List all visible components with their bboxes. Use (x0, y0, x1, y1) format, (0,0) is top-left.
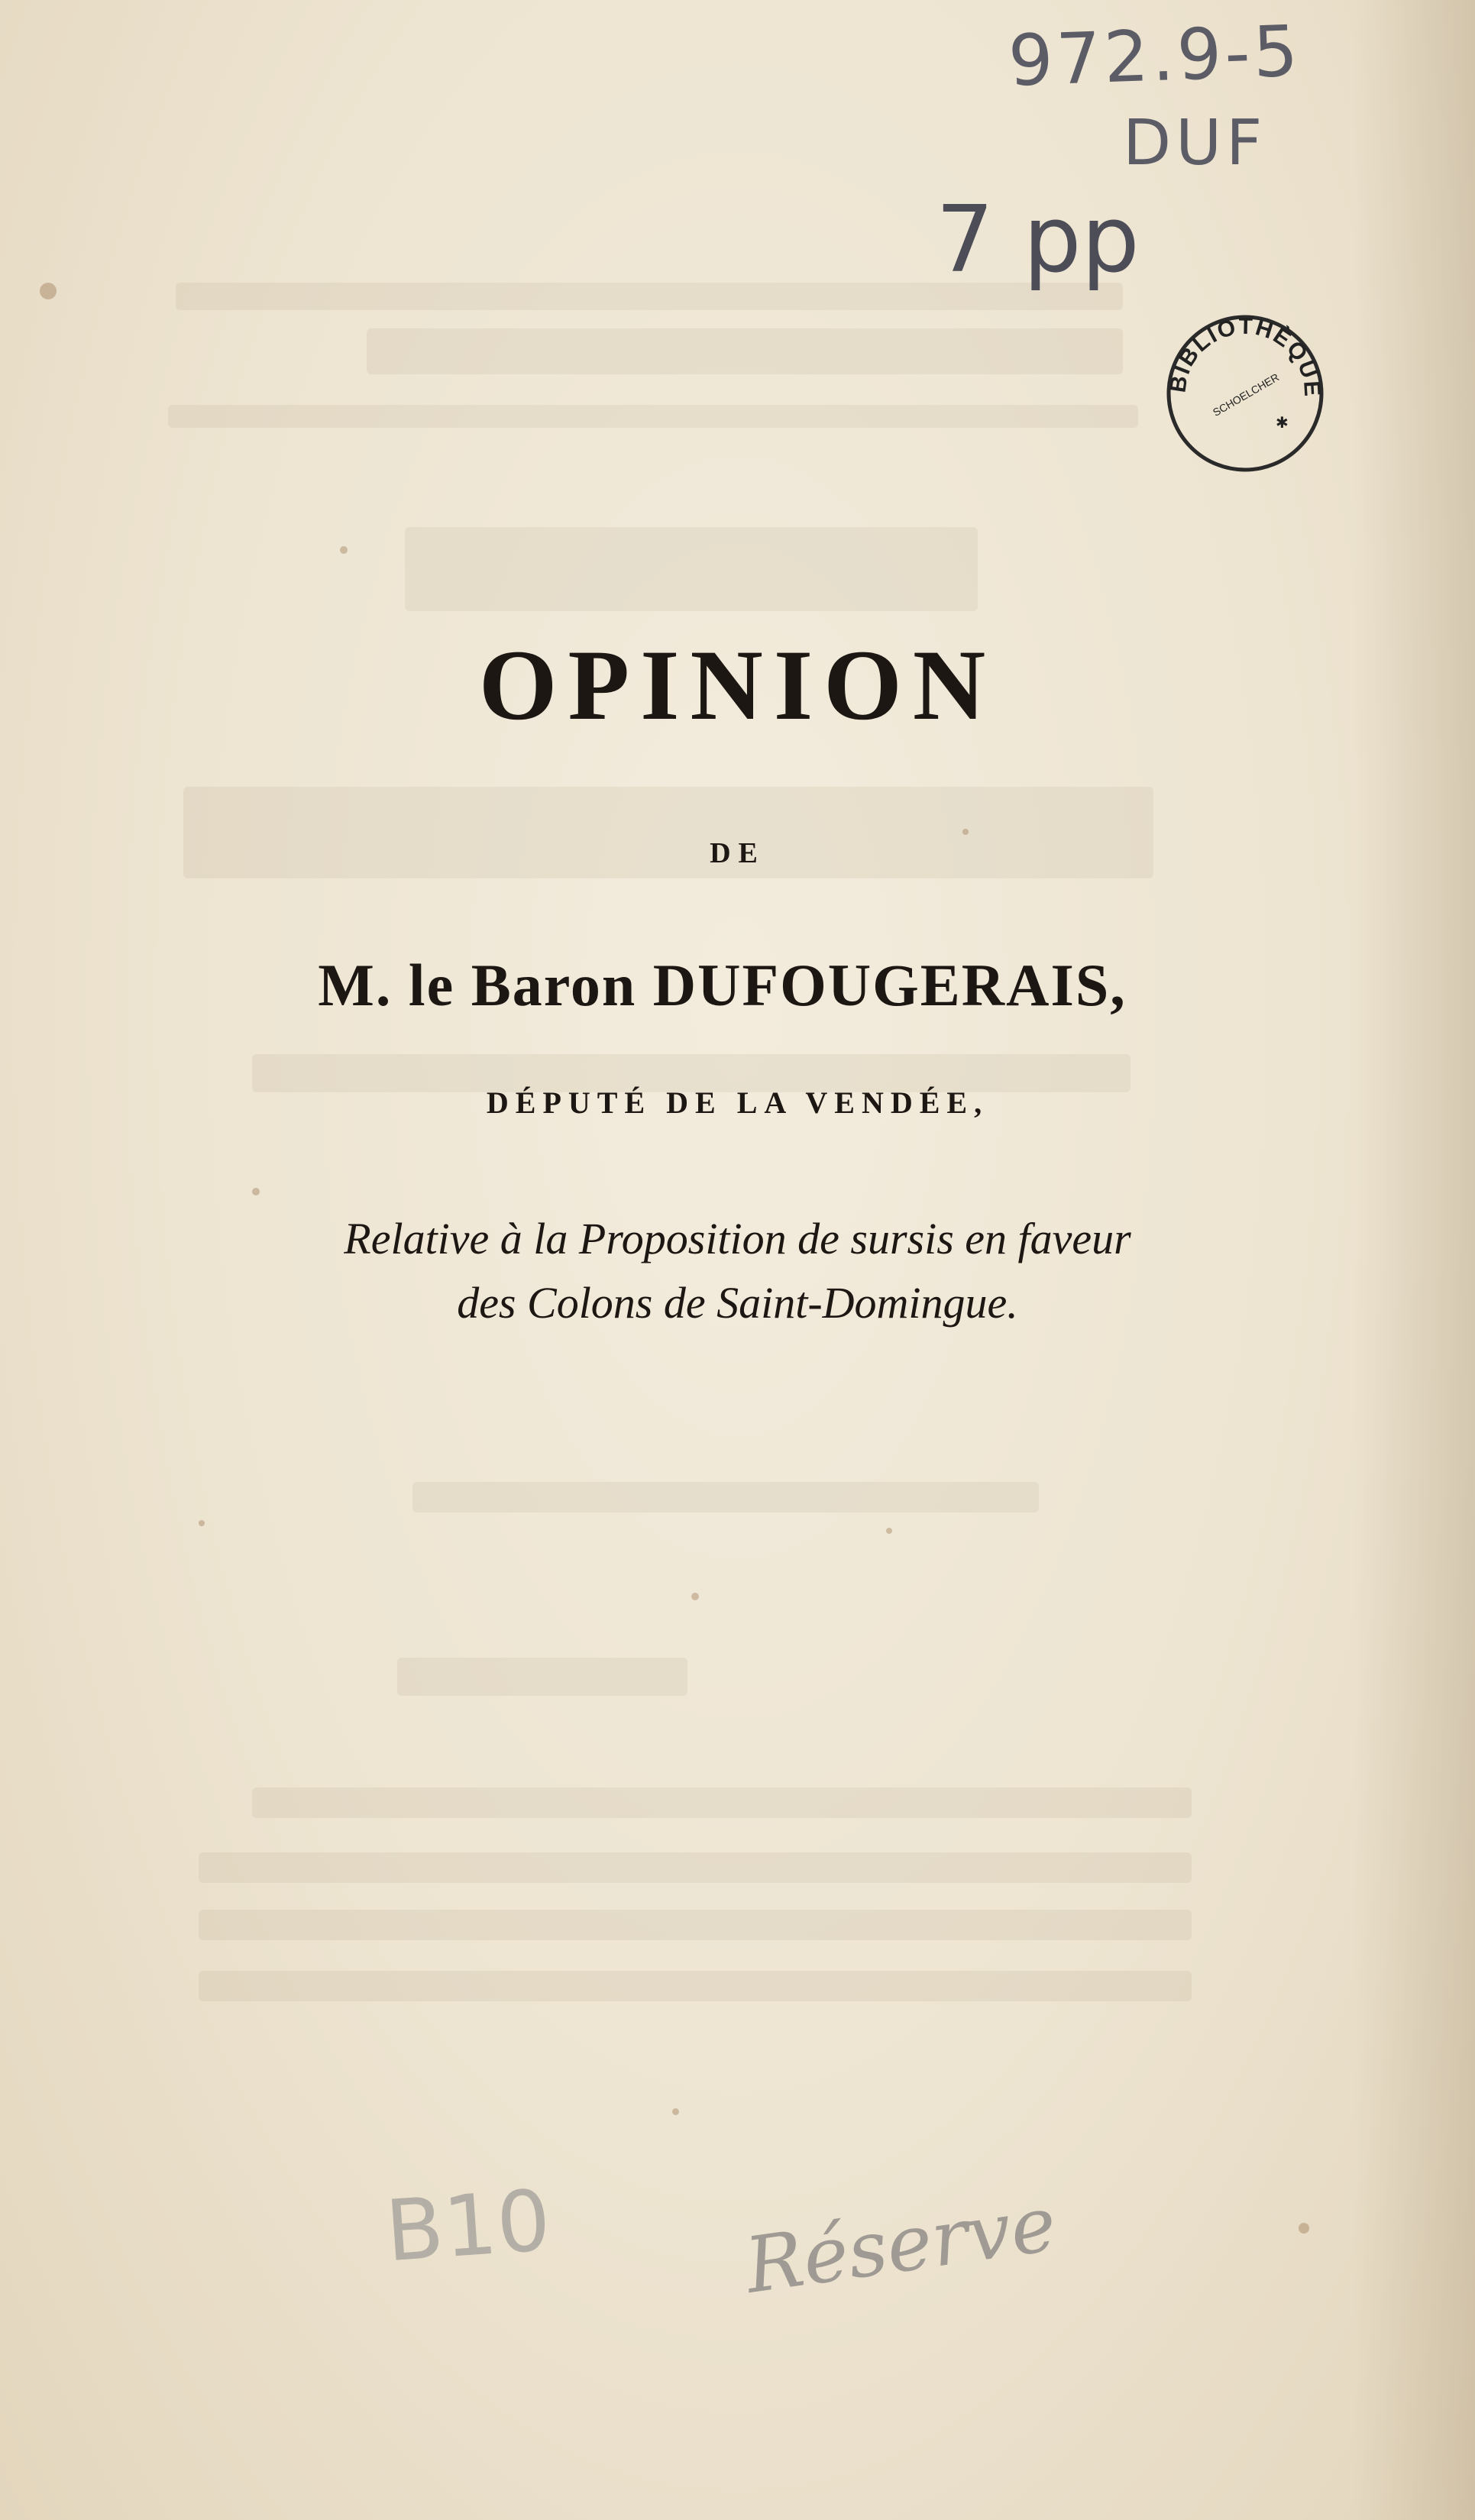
show-through-mark (168, 405, 1138, 428)
foxing-spot (672, 2108, 679, 2115)
foxing-spot (691, 1593, 699, 1600)
foxing-spot (886, 1528, 892, 1534)
author-role: DÉPUTÉ DE LA VENDÉE, (486, 1085, 989, 1120)
show-through-mark (199, 1852, 1192, 1883)
show-through-mark (397, 1658, 687, 1696)
stamp-inner-text: SCHOELCHER (1210, 370, 1282, 419)
page-title: OPINION (478, 629, 997, 741)
library-stamp (1165, 313, 1325, 474)
svg-text:✱: ✱ (1276, 413, 1289, 432)
show-through-mark (199, 1910, 1192, 1940)
show-through-mark (412, 1482, 1039, 1512)
author-line: M. le Baron DUFOUGERAIS, (318, 952, 1127, 1018)
foxing-spot (252, 1188, 260, 1195)
foxing-spot (962, 829, 969, 835)
show-through-mark (405, 527, 978, 611)
stamp-text: BIBLIOTHÈQUE (1165, 313, 1325, 399)
subject-line-1: Relative à la Proposition de sursis en faveur (344, 1214, 1131, 1263)
foxing-spot (199, 1520, 205, 1526)
foxing-spot (1299, 2223, 1309, 2234)
shelf-mark-handwritten: B10 (382, 2171, 554, 2281)
foxing-spot (340, 546, 348, 554)
reserve-note-handwritten: Réserve (739, 2179, 1062, 2311)
subject-line-2: des Colons de Saint-Domingue. (457, 1278, 1018, 1328)
title-connector: DE (710, 837, 765, 869)
show-through-mark (367, 328, 1123, 374)
svg-text:BIBLIOTHÈQUE (1165, 314, 1325, 399)
foxing-spot (40, 283, 57, 299)
show-through-mark (252, 1787, 1192, 1818)
call-number-handwritten: 972.9-5 (1007, 10, 1302, 102)
call-code-handwritten: DUF (1123, 107, 1267, 180)
page-count-handwritten: 7 pp (936, 187, 1140, 293)
show-through-mark (199, 1971, 1192, 2001)
